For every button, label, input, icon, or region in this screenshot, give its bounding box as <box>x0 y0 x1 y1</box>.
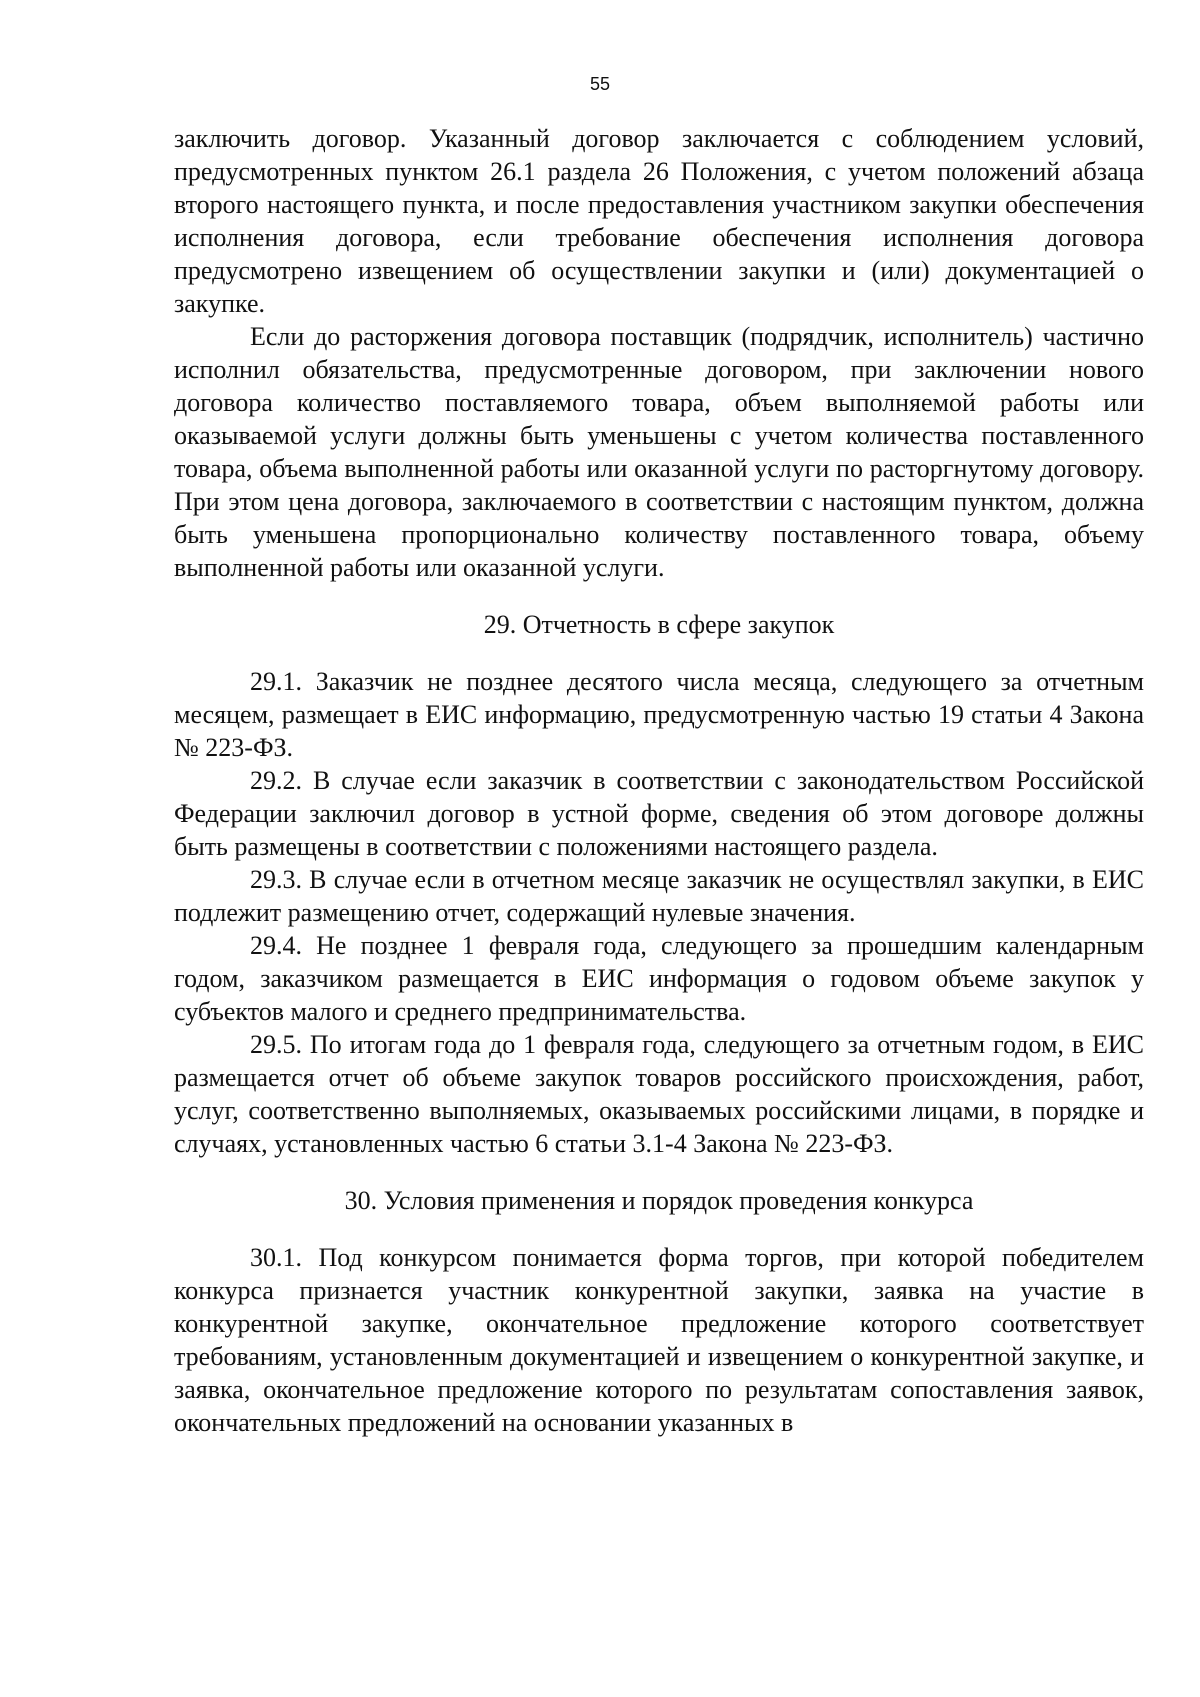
clause-29-5: 29.5. По итогам года до 1 февраля года, следующего за отчетным годом, в ЕИС размещается отчет об объеме закупок товаров российского происхождения, работ, услуг, соответственно выполняемых, оказываемых российскими лицами, в порядке и случаях, установленных частью 6 статьи 3.1-4 Закона № 223-ФЗ. <box>174 1030 1144 1158</box>
clause-29-1: 29.1. Заказчик не позднее десятого числа месяца, следующего за отчетным месяцем, размещает в ЕИС информацию, предусмотренную частью 19 статьи 4 Закона № 223-ФЗ. <box>174 667 1144 762</box>
clause-29-4: 29.4. Не позднее 1 февраля года, следующего за прошедшим календарным годом, заказчиком размещается в ЕИС информация о годовом объеме закупок у субъектов малого и среднего предпринимательства. <box>174 931 1144 1026</box>
clause-29-3: 29.3. В случае если в отчетном месяце заказчик не осуществлял закупки, в ЕИС подлежит размещению отчет, содержащий нулевые значения. <box>174 865 1144 927</box>
clause-29-2: 29.2. В случае если заказчик в соответствии с законодательством Российской Федерации заключил договор в устной форме, сведения об этом договоре должны быть размещены в соответствии с положениями настоящего раздела. <box>174 766 1144 861</box>
section-30-heading: 30. Условия применения и порядок проведения конкурса <box>344 1186 974 1215</box>
paragraph-termination-terms: Если до расторжения договора поставщик (подрядчик, исполнитель) частично исполнил обязательства, предусмотренные договором, при заключении нового договора количество поставляемого товара, объем выполняемой работы или оказываемой услуги должны быть уменьшены с учетом количества поставленного товара, объема выполненной работы или оказанной услуги по расторгнутому договору. При этом цена договора, заключаемого в соответствии с настоящим пунктом, должна быть уменьшена пропорционально количеству поставленного товара, объему выполненной работы или оказанной услуги. <box>174 322 1144 582</box>
clause-30-1: 30.1. Под конкурсом понимается форма торгов, при которой победителем конкурса признается участник конкурентной закупки, заявка на участие в конкурентной закупке, окончательное предложение которого соответствует требованиям, установленным документацией и извещением о конкурентной закупке, и заявка, окончательное предложение которого по результатам сопоставления заявок, окончательных предложений на основании указанных в <box>174 1243 1144 1437</box>
page-number: 55 <box>589 74 611 94</box>
paragraph-continuation: заключить договор. Указанный договор заключается с соблюдением условий, предусмотренных пунктом 26.1 раздела 26 Положения, с учетом положений абзаца второго настоящего пункта, и после предоставления участником закупки обеспечения исполнения договора, если требование обеспечения исполнения договора предусмотрено извещением об осуществлении закупки и (или) документацией о закупке. <box>174 124 1144 318</box>
document-body <box>174 122 1144 1439</box>
section-29-heading: 29. Отчетность в сфере закупок <box>483 610 835 639</box>
